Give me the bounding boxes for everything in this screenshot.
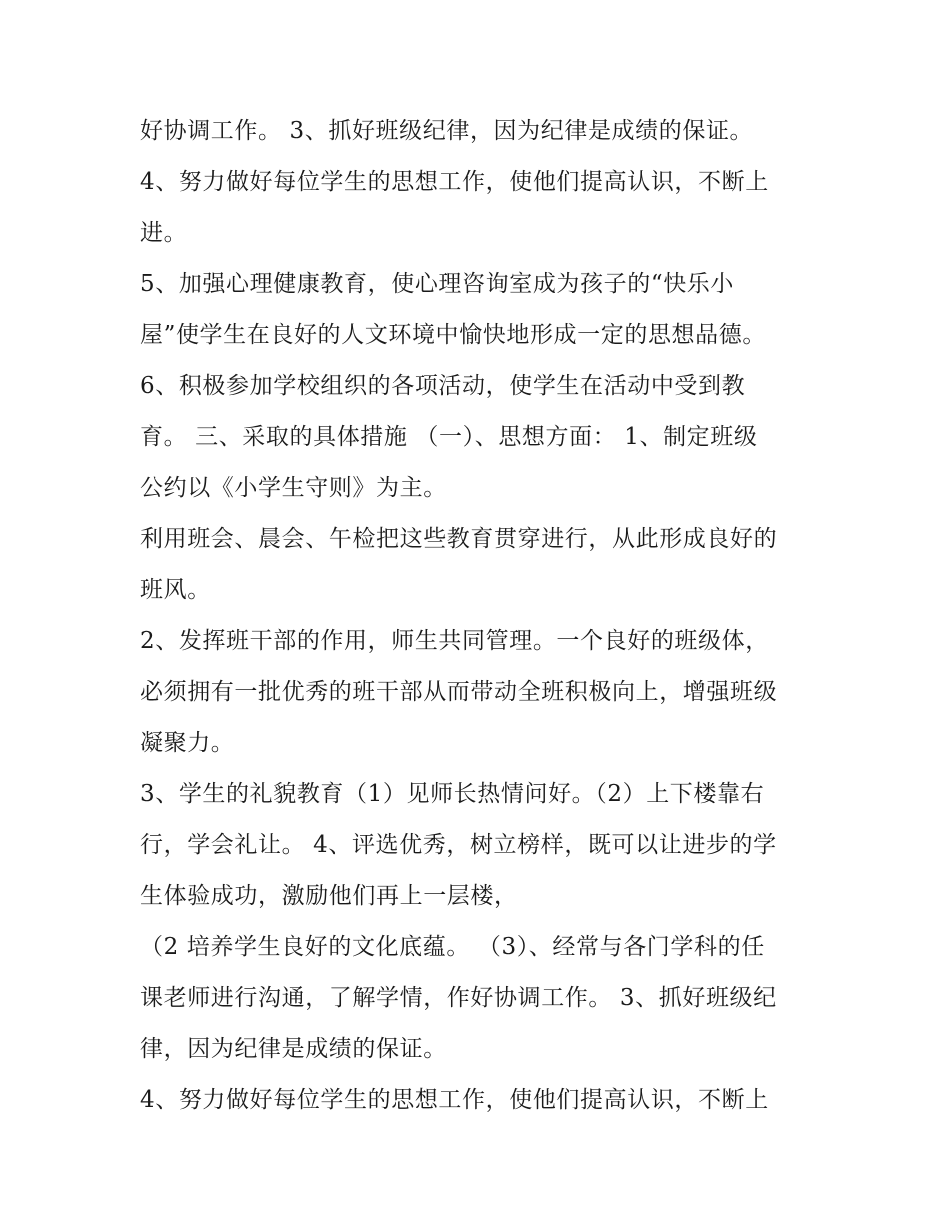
text-line: 班风。	[140, 577, 211, 603]
text-line: 好协调工作。 3、抓好班级纪律，因为纪律是成绩的保证。	[140, 118, 754, 144]
text-line: （2 培养学生良好的文化底蕴。 （3）、经常与各门学科的任	[140, 934, 765, 960]
text-line: 进。	[140, 220, 188, 246]
text-line: 4、努力做好每位学生的思想工作，使他们提高认识，不断上	[140, 1087, 769, 1113]
text-line: 公约以《小学生守则》为主。	[140, 475, 447, 501]
text-line: 2、发挥班干部的作用，师生共同管理。一个良好的班级体，	[140, 628, 769, 654]
text-line: 课老师进行沟通，了解学情，作好协调工作。 3、抓好班级纪	[140, 985, 777, 1011]
text-line: 利用班会、晨会、午检把这些教育贯穿进行，从此形成良好的	[140, 526, 778, 552]
text-line: 律，因为纪律是成绩的保证。	[140, 1036, 447, 1062]
text-line: 育。 三、采取的具体措施 （一）、思想方面： 1、制定班级	[140, 424, 758, 450]
text-line: 必须拥有一批优秀的班干部从而带动全班积极向上，增强班级	[140, 679, 778, 705]
text-line: 4、努力做好每位学生的思想工作，使他们提高认识，不断上	[140, 169, 769, 195]
text-line: 生体验成功，激励他们再上一层楼，	[140, 883, 518, 909]
text-line: 5、加强心理健康教育，使心理咨询室成为孩子的“快乐小	[140, 271, 734, 297]
document-body	[140, 106, 830, 1126]
text-line: 3、学生的礼貌教育（1）见师长热情问好。（2）上下楼靠右	[140, 781, 765, 807]
text-line: 6、积极参加学校组织的各项活动，使学生在活动中受到教	[140, 373, 746, 399]
text-line: 行，学会礼让。 4、评选优秀，树立榜样，既可以让进步的学	[140, 832, 777, 858]
text-line: 屋”使学生在良好的人文环境中愉快地形成一定的思想品德。	[140, 322, 766, 348]
text-line: 凝聚力。	[140, 730, 235, 756]
